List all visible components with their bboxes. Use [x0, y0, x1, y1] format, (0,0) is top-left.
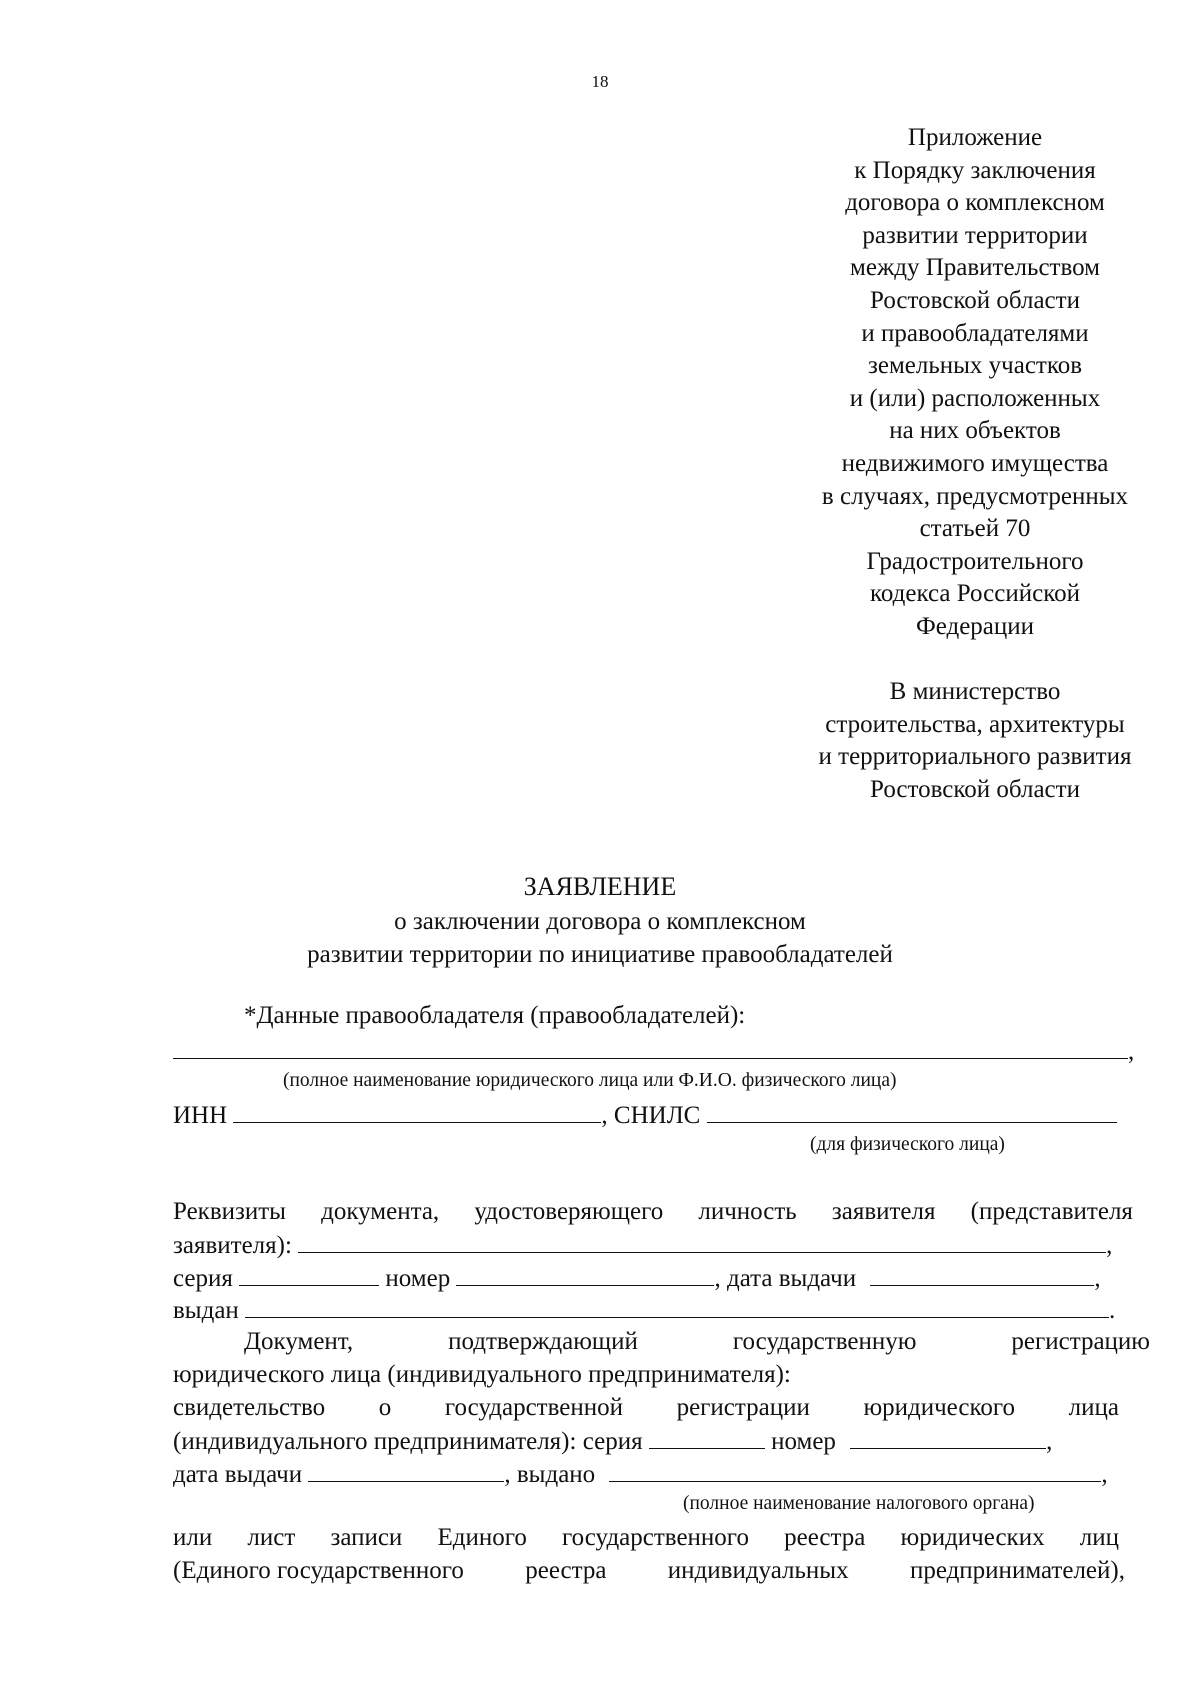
comma: , [1101, 1461, 1108, 1488]
egrul-line1 [173, 1522, 1119, 1554]
comma: , [1046, 1428, 1053, 1455]
tax-authority-field[interactable] [609, 1457, 1101, 1482]
annex-line: Федерации [915, 612, 1035, 640]
cert-issued-label: , выдано [504, 1461, 596, 1488]
annex-line: и (или) расположенных [849, 384, 1101, 412]
snils-field[interactable] [707, 1098, 1117, 1123]
owner-name-field[interactable] [173, 1034, 1128, 1059]
annex-line: на них объектов [889, 417, 1061, 445]
series-label: серия [173, 1265, 233, 1292]
snils-hint: (для физического лица) [810, 1134, 1005, 1155]
word: Реквизиты [173, 1198, 286, 1225]
word: свидетельство [173, 1394, 326, 1421]
word: Документ, [244, 1328, 354, 1355]
word: лист [247, 1524, 296, 1551]
recipient-line: строительства, архитектуры [825, 710, 1125, 738]
annex-line: Приложение [907, 124, 1043, 151]
id-doc-line2 [173, 1228, 1112, 1262]
issued-by-label: выдан [173, 1297, 239, 1324]
word: заявителя [831, 1198, 936, 1225]
word: лица [1068, 1394, 1119, 1421]
cert-line2-text: (индивидуального предпринимателя): серия [173, 1428, 643, 1455]
word: реестра [525, 1557, 607, 1584]
issued-by-field[interactable] [245, 1293, 1109, 1318]
id-doc-line1 [173, 1196, 1133, 1228]
number-field[interactable] [456, 1261, 714, 1286]
word: личность [698, 1198, 797, 1225]
document-subtitle [0, 906, 1200, 971]
annex-line: Градостроительного [866, 547, 1084, 575]
issue-date-label: , дата выдачи [714, 1265, 857, 1292]
snils-label: , СНИЛС [601, 1102, 701, 1129]
inn-field[interactable] [233, 1098, 601, 1123]
annex-line: развитии территории [862, 221, 1088, 249]
recipient-line: В министерство [889, 678, 1061, 705]
series-field[interactable] [239, 1261, 379, 1286]
word: или [173, 1524, 213, 1551]
word: документа, [321, 1198, 440, 1225]
word: Единого [437, 1524, 527, 1551]
recipient-block [775, 676, 1175, 806]
inn-snils-row [173, 1098, 1117, 1132]
annex-line: статьей 70 [919, 515, 1031, 543]
comma: , [1106, 1232, 1113, 1259]
recipient-line: и территориального развития [818, 743, 1132, 771]
word: индивидуальных [667, 1557, 849, 1584]
annex-line: между Правительством [850, 254, 1100, 282]
annex-header [775, 122, 1175, 644]
reg-doc-line1 [244, 1326, 1150, 1358]
annex-line: Ростовской области [870, 286, 1080, 314]
id-doc-series-row [173, 1261, 1101, 1295]
annex-line: и правообладателями [861, 319, 1089, 347]
cert-line1 [173, 1392, 1119, 1424]
annex-line: земельных участков [867, 352, 1083, 380]
word: государственной [444, 1394, 623, 1421]
word: подтверждающий [448, 1328, 638, 1355]
comma: , [1128, 1038, 1135, 1065]
annex-line: в случаях, предусмотренных [821, 482, 1129, 510]
inn-label: ИНН [173, 1102, 228, 1129]
cert-number-label: номер [771, 1428, 836, 1455]
period: . [1109, 1297, 1116, 1324]
subtitle-line: о заключении договора о комплексном [394, 908, 806, 935]
id-doc-field[interactable] [298, 1228, 1106, 1253]
word: юридического [863, 1394, 1016, 1421]
recipient-line: Ростовской области [870, 775, 1080, 803]
reg-doc-line2: юридического лица (индивидуального предпринимателя): [173, 1361, 791, 1388]
word: реестра [784, 1524, 866, 1551]
annex-line: кодекса Российской [870, 580, 1080, 608]
word: государственного [562, 1524, 749, 1551]
tax-authority-hint: (полное наименование налогового органа) [683, 1493, 1035, 1514]
owner-name-field-row [173, 1034, 1134, 1068]
word: предпринимателей), [909, 1557, 1125, 1584]
document-title: ЗАЯВЛЕНИЕ [523, 872, 677, 901]
word: регистрации [676, 1394, 810, 1421]
annex-line: договора о комплексном [845, 189, 1105, 217]
egrul-line2 [173, 1555, 1125, 1587]
cert-date-field[interactable] [308, 1457, 504, 1482]
word: записи [330, 1524, 403, 1551]
word: (представителя [970, 1198, 1133, 1225]
cert-line2 [173, 1424, 1052, 1458]
subtitle-line: развитии территории по инициативе правообладателей [307, 940, 893, 968]
word: государственную [732, 1328, 917, 1355]
id-doc-label: заявителя): [173, 1232, 292, 1259]
cert-number-field[interactable] [850, 1424, 1046, 1449]
page-number: 18 [591, 72, 609, 91]
cert-series-field[interactable] [649, 1424, 765, 1449]
issue-date-field[interactable] [870, 1261, 1094, 1286]
word: удостоверяющего [474, 1198, 664, 1225]
annex-line: недвижимого имущества [841, 449, 1109, 477]
annex-line: к Порядку заключения [854, 156, 1096, 184]
issued-by-row [173, 1293, 1115, 1327]
word: (Единого государственного [173, 1557, 464, 1584]
word: о [378, 1394, 392, 1421]
word: регистрацию [1011, 1328, 1150, 1355]
owner-data-label: *Данные правообладателя (правообладателей): [244, 1002, 746, 1029]
word: лиц [1079, 1524, 1119, 1551]
word: юридических [900, 1524, 1045, 1551]
cert-date-row [173, 1457, 1108, 1491]
number-label: номер [385, 1265, 451, 1292]
owner-name-hint: (полное наименование юридического лица или Ф.И.О. физического лица) [283, 1070, 897, 1091]
cert-date-label: дата выдачи [173, 1461, 303, 1488]
comma: , [1094, 1265, 1101, 1292]
